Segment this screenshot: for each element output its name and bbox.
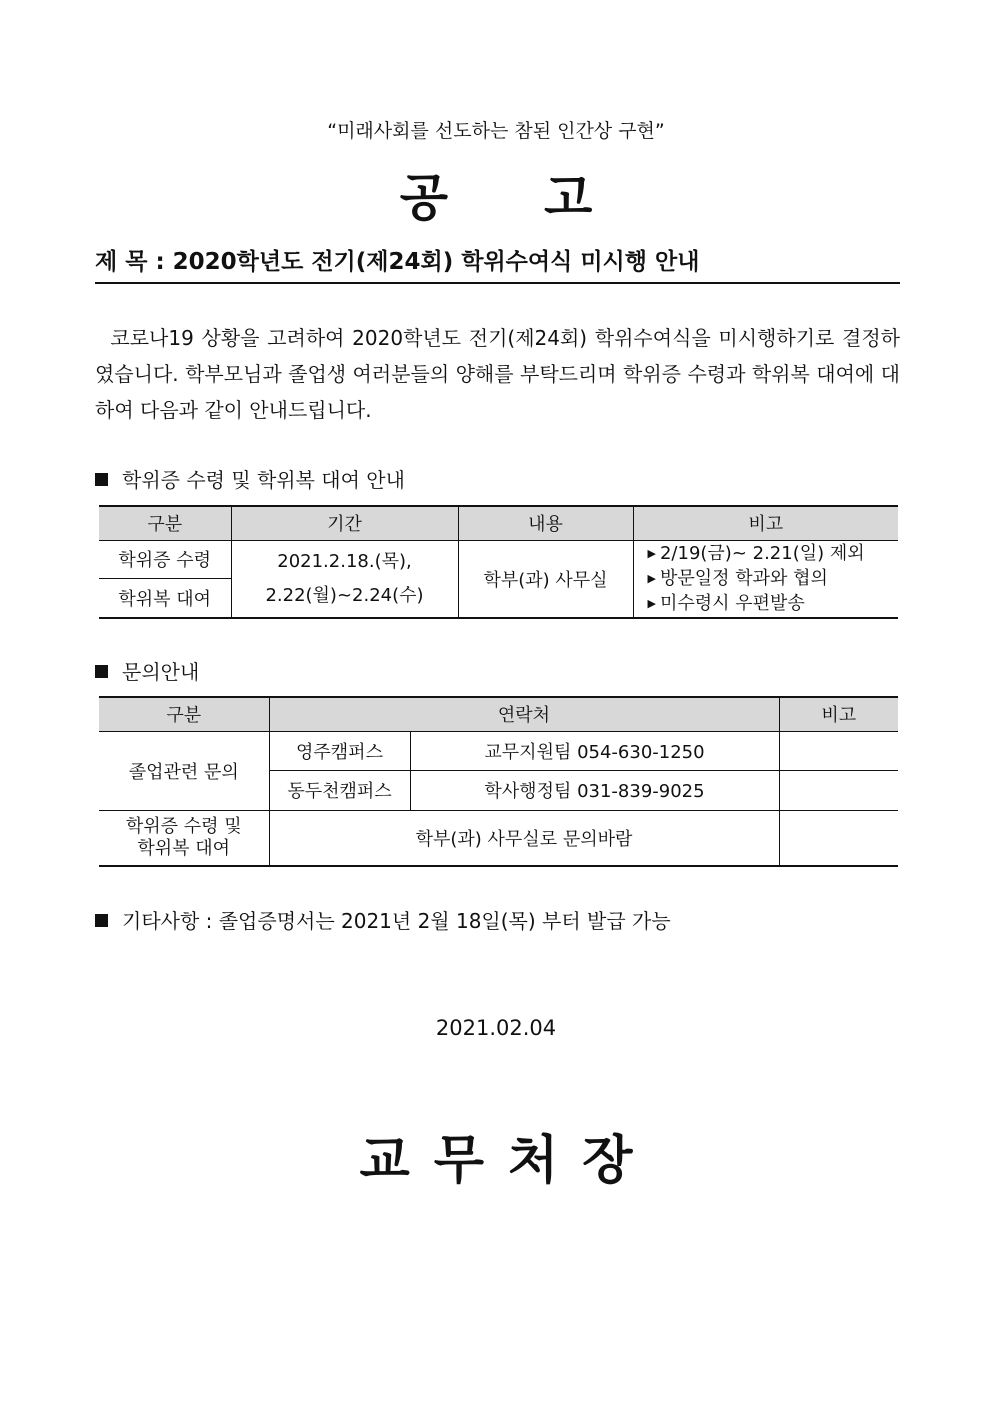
triangle-bullet-icon: ▶ xyxy=(647,572,656,586)
other-info-text: 기타사항 : 졸업증명서는 2021년 2월 18일(목) 부터 발급 가능 xyxy=(122,909,671,933)
issue-date: 2021.02.04 xyxy=(435,1016,557,1040)
header-notes: 비고 xyxy=(633,506,898,540)
campus-contact: 교무지원팀 054-630-1250 xyxy=(410,731,779,770)
subject-line: 제 목 : 2020학년도 전기(제24회) 학위수여식 미시행 안내 xyxy=(95,243,900,284)
square-bullet-icon xyxy=(95,914,108,927)
triangle-bullet-icon: ▶ xyxy=(647,547,656,561)
section2-title xyxy=(95,656,199,685)
section1-title-text: 학위증 수령 및 학위복 대여 안내 xyxy=(122,468,405,492)
period-line1: 2021.2.18.(목), xyxy=(277,550,412,572)
degree-inquiry-contact: 학부(과) 사무실로 문의바람 xyxy=(269,810,779,866)
note-item: ▶ 미수령시 우편발송 xyxy=(647,593,805,615)
square-bullet-icon xyxy=(95,473,108,486)
period-line2: 2.22(월)~2.24(수) xyxy=(265,584,424,606)
notice-heading xyxy=(0,158,992,230)
heading-char: 고 xyxy=(544,169,593,227)
degree-table xyxy=(99,505,898,619)
header-contact: 연락처 xyxy=(269,697,779,731)
content-cell: 학부(과) 사무실 xyxy=(458,540,633,618)
campus-name: 영주캠퍼스 xyxy=(269,731,410,770)
campus-notes xyxy=(779,770,898,810)
row-degree-certificate: 학위증 수령 xyxy=(99,540,231,578)
graduation-inquiry-label: 졸업관련 문의 xyxy=(99,731,269,810)
section2-title-text: 문의안내 xyxy=(122,660,200,684)
campus-name: 동두천캠퍼스 xyxy=(269,770,410,810)
campus-contact: 학사행정팀 031-839-9025 xyxy=(410,770,779,810)
campus-notes xyxy=(779,731,898,770)
degree-inquiry-label: 학위증 수령 및 학위복 대여 xyxy=(99,810,269,866)
note-item: ▶ 방문일정 학과와 협의 xyxy=(647,568,828,590)
notes-cell xyxy=(633,540,898,618)
contact-table xyxy=(99,696,898,867)
section1-title xyxy=(95,464,405,493)
header-content: 내용 xyxy=(458,506,633,540)
header-category: 구분 xyxy=(99,697,269,731)
header-period: 기간 xyxy=(231,506,458,540)
header-category: 구분 xyxy=(99,506,231,540)
header-notes: 비고 xyxy=(779,697,898,731)
triangle-bullet-icon: ▶ xyxy=(647,597,656,611)
period-cell xyxy=(231,540,458,618)
row-gown-rental: 학위복 대여 xyxy=(99,578,231,618)
degree-inquiry-notes xyxy=(779,810,898,866)
body-paragraph xyxy=(95,320,900,428)
body-text: 코로나19 상황을 고려하여 2020학년도 전기(제24회) 학위수여식을 미시행하기로 결정하였습니다. 학부모님과 졸업생 여러분들의 양해를 부탁드리며 학위증 수령과 학위복 대여에 대하여 다음과 같이 안내드립니다. xyxy=(95,326,900,422)
note-item: ▶ 2/19(금)~ 2.21(일) 제외 xyxy=(647,543,865,565)
other-info xyxy=(95,905,671,934)
square-bullet-icon xyxy=(95,665,108,678)
slogan: “미래사회를 선도하는 참된 인간상 구현” xyxy=(327,120,665,142)
signature: 교 무 처 장 xyxy=(359,1131,633,1191)
heading-char: 공 xyxy=(399,169,448,227)
